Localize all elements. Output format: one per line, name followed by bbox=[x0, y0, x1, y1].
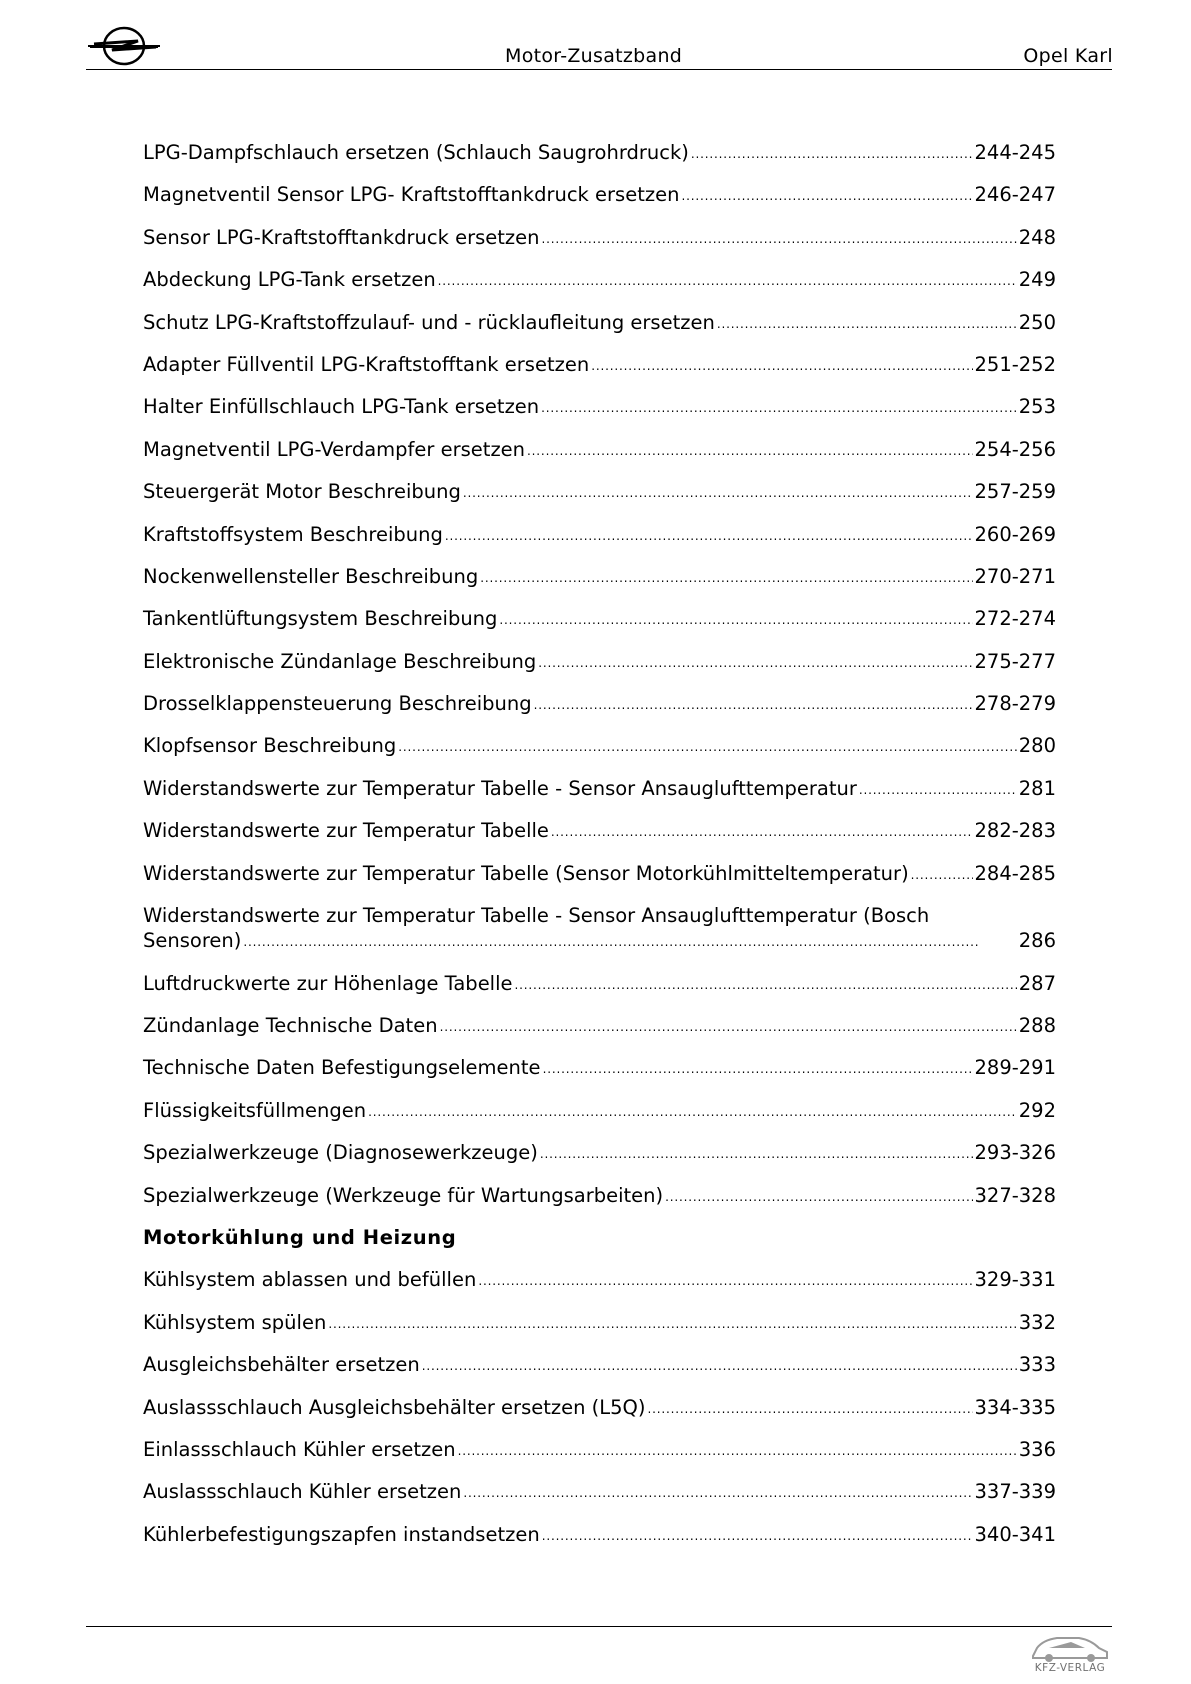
toc-entry[interactable] bbox=[143, 971, 1056, 1013]
dot-leader bbox=[515, 970, 1017, 998]
toc-entry[interactable] bbox=[143, 733, 1056, 775]
toc-entry-title: Drosselklappensteuerung Beschreibung bbox=[143, 692, 532, 716]
dot-leader bbox=[458, 1436, 1017, 1464]
dot-leader bbox=[540, 1139, 973, 1167]
dot-leader bbox=[438, 266, 1017, 294]
toc-entry[interactable] bbox=[143, 1479, 1056, 1521]
toc-entry-page: 282-283 bbox=[974, 819, 1056, 843]
dot-leader bbox=[328, 1309, 1016, 1337]
dot-leader bbox=[859, 775, 1017, 803]
toc-entry-page: 280 bbox=[1018, 734, 1056, 758]
opel-logo-icon bbox=[86, 24, 162, 68]
toc-entry[interactable] bbox=[143, 352, 1056, 394]
toc-entry-page: 289-291 bbox=[974, 1056, 1056, 1080]
table-of-contents bbox=[143, 140, 1056, 1564]
toc-entry-page: 251-252 bbox=[974, 352, 1056, 376]
toc-entry-title: Ausgleichsbehälter ersetzen bbox=[143, 1353, 420, 1377]
toc-entry[interactable] bbox=[143, 1437, 1056, 1479]
toc-entry-title: Magnetventil LPG-Verdampfer ersetzen bbox=[143, 437, 526, 461]
dot-leader bbox=[534, 690, 973, 718]
document-title: Motor-Zusatzband bbox=[505, 45, 683, 67]
toc-entry-title: Klopfsensor Beschreibung bbox=[143, 734, 397, 758]
toc-entry-page: 337-339 bbox=[974, 1480, 1056, 1504]
toc-entry-page: 287 bbox=[1018, 971, 1056, 995]
toc-entry-title: Widerstandswerte zur Temperatur Tabelle bbox=[143, 819, 549, 843]
dot-leader bbox=[398, 732, 1016, 760]
toc-entry[interactable] bbox=[143, 606, 1056, 648]
dot-leader bbox=[440, 1012, 1017, 1040]
toc-entry-page: 260-269 bbox=[974, 522, 1056, 546]
toc-entry[interactable] bbox=[143, 1352, 1056, 1394]
dot-leader bbox=[543, 1054, 973, 1082]
dot-leader bbox=[591, 351, 972, 379]
dot-leader bbox=[463, 1478, 972, 1506]
toc-entry-page: 244-245 bbox=[974, 141, 1056, 164]
toc-entry[interactable] bbox=[143, 225, 1056, 267]
dot-leader bbox=[542, 1521, 973, 1549]
toc-entry[interactable] bbox=[143, 1395, 1056, 1437]
car-silhouette-icon bbox=[1027, 1630, 1113, 1664]
kfz-verlag-logo bbox=[1027, 1630, 1113, 1680]
toc-entry-page: 248 bbox=[1018, 225, 1056, 249]
dot-leader bbox=[665, 1182, 972, 1210]
toc-entry-title: Sensor LPG-Kraftstofftankdruck ersetzen bbox=[143, 225, 540, 249]
publisher-name: KFZ-VERLAG bbox=[1034, 1662, 1106, 1674]
toc-entry-page: 281 bbox=[1018, 776, 1056, 800]
dot-leader bbox=[538, 648, 972, 676]
dot-leader bbox=[648, 1394, 973, 1422]
toc-entry[interactable] bbox=[143, 522, 1056, 564]
toc-entry-title-continued: Sensoren) bbox=[143, 929, 242, 953]
toc-entry-page: 288 bbox=[1018, 1014, 1056, 1038]
header-divider bbox=[86, 69, 1112, 70]
toc-entry-page: 293-326 bbox=[974, 1141, 1056, 1165]
dot-leader bbox=[541, 393, 1017, 421]
toc-entry-title: LPG-Dampfschlauch ersetzen (Schlauch Saugrohrdruck) bbox=[143, 141, 689, 164]
toc-entry-title: Spezialwerkzeuge (Werkzeuge für Wartungsarbeiten) bbox=[143, 1183, 664, 1207]
dot-leader bbox=[691, 139, 973, 167]
toc-entry-page: 286 bbox=[1018, 929, 1056, 953]
toc-entry-page: 332 bbox=[1018, 1310, 1056, 1334]
toc-entry-title: Widerstandswerte zur Temperatur Tabelle - Sensor Ansauglufttemperatur (Bosch bbox=[143, 904, 930, 928]
toc-entry-page: 333 bbox=[1018, 1353, 1056, 1377]
toc-entry[interactable] bbox=[143, 1055, 1056, 1097]
toc-entry-page: 278-279 bbox=[974, 692, 1056, 716]
toc-entry-page: 284-285 bbox=[974, 861, 1056, 885]
toc-entry[interactable] bbox=[143, 1522, 1056, 1564]
toc-entry-title: Kraftstoffsystem Beschreibung bbox=[143, 522, 443, 546]
toc-entry-title: Adapter Füllventil LPG-Kraftstofftank ersetzen bbox=[143, 352, 590, 376]
toc-entry-page: 270-271 bbox=[974, 564, 1056, 588]
toc-entry-page: 327-328 bbox=[974, 1183, 1056, 1207]
toc-entry[interactable] bbox=[143, 437, 1056, 479]
toc-entry-title: Luftdruckwerte zur Höhenlage Tabelle bbox=[143, 971, 513, 995]
toc-entry-title: Widerstandswerte zur Temperatur Tabelle - Sensor Ansauglufttemperatur bbox=[143, 776, 857, 800]
toc-entry-page: 334-335 bbox=[974, 1395, 1056, 1419]
toc-entry-title: Schutz LPG-Kraftstoffzulauf- und - rücklaufleitung ersetzen bbox=[143, 310, 715, 334]
toc-entry[interactable] bbox=[143, 1183, 1056, 1225]
toc-entry-title: Nockenwellensteller Beschreibung bbox=[143, 564, 479, 588]
toc-entry[interactable] bbox=[143, 1140, 1056, 1182]
toc-entry-title: Abdeckung LPG-Tank ersetzen bbox=[143, 268, 436, 292]
toc-entry[interactable] bbox=[143, 691, 1056, 733]
toc-entry-title: Auslassschlauch Ausgleichsbehälter ersetzen (L5Q) bbox=[143, 1395, 646, 1419]
section-heading: Motorkühlung und Heizung bbox=[143, 1225, 457, 1249]
toc-entry[interactable] bbox=[143, 861, 1056, 903]
toc-entry-title: Kühlerbefestigungszapfen instandsetzen bbox=[143, 1522, 540, 1546]
dot-leader bbox=[911, 860, 973, 888]
toc-entry-title: Technische Daten Befestigungselemente bbox=[143, 1056, 541, 1080]
toc-entry[interactable] bbox=[143, 564, 1056, 606]
toc-entry[interactable] bbox=[143, 1310, 1056, 1352]
dot-leader bbox=[368, 1097, 1017, 1125]
toc-entry-page: 254-256 bbox=[974, 437, 1056, 461]
dot-leader bbox=[542, 224, 1017, 252]
toc-entry-page: 272-274 bbox=[974, 607, 1056, 631]
toc-entry-title: Zündanlage Technische Daten bbox=[143, 1014, 438, 1038]
footer-divider bbox=[86, 1626, 1112, 1627]
toc-entry-title: Elektronische Zündanlage Beschreibung bbox=[143, 649, 537, 673]
toc-entry[interactable] bbox=[143, 649, 1056, 691]
toc-entry[interactable] bbox=[143, 1267, 1056, 1309]
dot-leader bbox=[445, 521, 973, 549]
toc-entry-page: 246-247 bbox=[974, 183, 1056, 207]
dot-leader bbox=[463, 478, 973, 506]
toc-entry[interactable] bbox=[143, 903, 1056, 971]
toc-entry-page: 292 bbox=[1018, 1098, 1056, 1122]
toc-entry-page: 250 bbox=[1018, 310, 1056, 334]
toc-entry-page: 329-331 bbox=[974, 1268, 1056, 1292]
dot-leader bbox=[478, 1266, 972, 1294]
dot-leader bbox=[681, 181, 972, 209]
toc-entry[interactable] bbox=[143, 1013, 1056, 1055]
dot-leader bbox=[551, 817, 973, 845]
toc-entry-title: Magnetventil Sensor LPG- Kraftstofftankdruck ersetzen bbox=[143, 183, 680, 207]
dot-leader bbox=[243, 927, 1016, 955]
dot-leader bbox=[422, 1351, 1017, 1379]
toc-entry[interactable] bbox=[143, 1098, 1056, 1140]
toc-entry[interactable] bbox=[143, 267, 1056, 309]
toc-entry[interactable] bbox=[143, 479, 1056, 521]
toc-entry-title: Widerstandswerte zur Temperatur Tabelle (Sensor Motorkühlmitteltemperatur) bbox=[143, 861, 909, 885]
toc-entry-title: Einlassschlauch Kühler ersetzen bbox=[143, 1437, 456, 1461]
toc-entry-title: Spezialwerkzeuge (Diagnosewerkzeuge) bbox=[143, 1141, 538, 1165]
toc-entry[interactable] bbox=[143, 182, 1056, 224]
toc-entry[interactable] bbox=[143, 140, 1056, 182]
toc-entry-title: Tankentlüftungsystem Beschreibung bbox=[143, 607, 498, 631]
toc-entry[interactable] bbox=[143, 818, 1056, 860]
toc-entry-title: Halter Einfüllschlauch LPG-Tank ersetzen bbox=[143, 395, 540, 419]
toc-entry[interactable] bbox=[143, 310, 1056, 352]
toc-entry-title: Kühlsystem spülen bbox=[143, 1310, 327, 1334]
toc-entry-page: 340-341 bbox=[974, 1522, 1056, 1546]
vehicle-model: Opel Karl bbox=[1023, 45, 1113, 67]
dot-leader bbox=[480, 563, 972, 591]
toc-entry-title: Flüssigkeitsfüllmengen bbox=[143, 1098, 367, 1122]
dot-leader bbox=[499, 605, 972, 633]
toc-entry-title: Steuergerät Motor Beschreibung bbox=[143, 480, 461, 504]
toc-entry-title: Kühlsystem ablassen und befüllen bbox=[143, 1268, 477, 1292]
toc-entry-page: 249 bbox=[1018, 268, 1056, 292]
toc-entry-page: 275-277 bbox=[974, 649, 1056, 673]
toc-entry-page: 253 bbox=[1018, 395, 1056, 419]
dot-leader bbox=[527, 436, 972, 464]
toc-entry-page: 336 bbox=[1018, 1437, 1056, 1461]
dot-leader bbox=[717, 309, 1017, 337]
toc-entry[interactable] bbox=[143, 394, 1056, 436]
toc-entry-page: 257-259 bbox=[974, 480, 1056, 504]
toc-entry[interactable] bbox=[143, 776, 1056, 818]
toc-entry-title: Auslassschlauch Kühler ersetzen bbox=[143, 1480, 462, 1504]
